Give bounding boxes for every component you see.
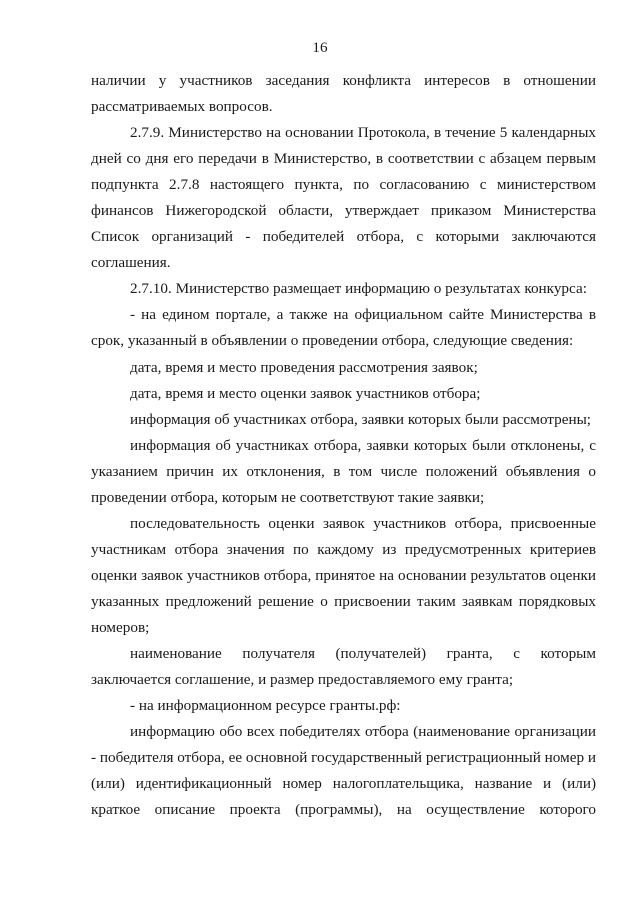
paragraph-conflict-of-interest: наличии у участников заседания конфликта интересов в отношении рассматриваемых вопросов. [91, 72, 596, 116]
list-item-evaluation-date: дата, время и место оценки заявок участников отбора; [130, 384, 481, 402]
list-item-rejected-participants: информация об участниках отбора, заявки которых были отклонены, с указанием причин их отклонения, в том числе положений объявления о проведении отбора, которым не соответствуют такие заявки; [91, 436, 596, 506]
list-item-review-date: дата, время и место проведения рассмотрения заявок; [130, 358, 478, 376]
list-item-evaluation-sequence: последовательность оценки заявок участников отбора, присвоенные участникам отбора значения по каждому из предусмотренных критериев оценки заявок участников отбора, принятое на основании результатов оценки указанных предложений решение о присвоении таким заявкам порядковых номеров; [91, 514, 596, 636]
paragraph-2-7-10: 2.7.10. Министерство размещает информацию о результатах конкурса: [130, 280, 587, 298]
list-item-reviewed-participants: информация об участниках отбора, заявки которых были рассмотрены; [130, 410, 592, 428]
list-item-grant-recipient: наименование получателя (получателей) гранта, с которым заключается соглашение, и размер предоставляемого ему гранта; [91, 645, 596, 689]
document-body [91, 68, 596, 823]
paragraph-winners-info: информацию обо всех победителях отбора (наименование организации - победителя отбора, ее основной государственный регистрационный номер и (или) идентификационный номер налогоплательщика, название и (или) краткое описание проекта (программы), на осуществление которого [91, 723, 596, 819]
paragraph-unified-portal: - на едином портале, а также на официальном сайте Министерства в срок, указанный в объявлении о проведении отбора, следующие сведения: [91, 306, 596, 350]
page-number: 16 [312, 39, 328, 56]
paragraph-2-7-9: 2.7.9. Министерство на основании Протокола, в течение 5 календарных дней со дня его передачи в Министерство, в соответствии с абзацем первым подпункта 2.7.8 настоящего пункта, по согласованию с министерством финансов Нижегородской области, утверждает приказом Министерства Список организаций - победителей отбора, с которыми заключаются соглашения. [91, 124, 596, 272]
paragraph-grants-resource: - на информационном ресурсе гранты.рф: [130, 697, 401, 715]
